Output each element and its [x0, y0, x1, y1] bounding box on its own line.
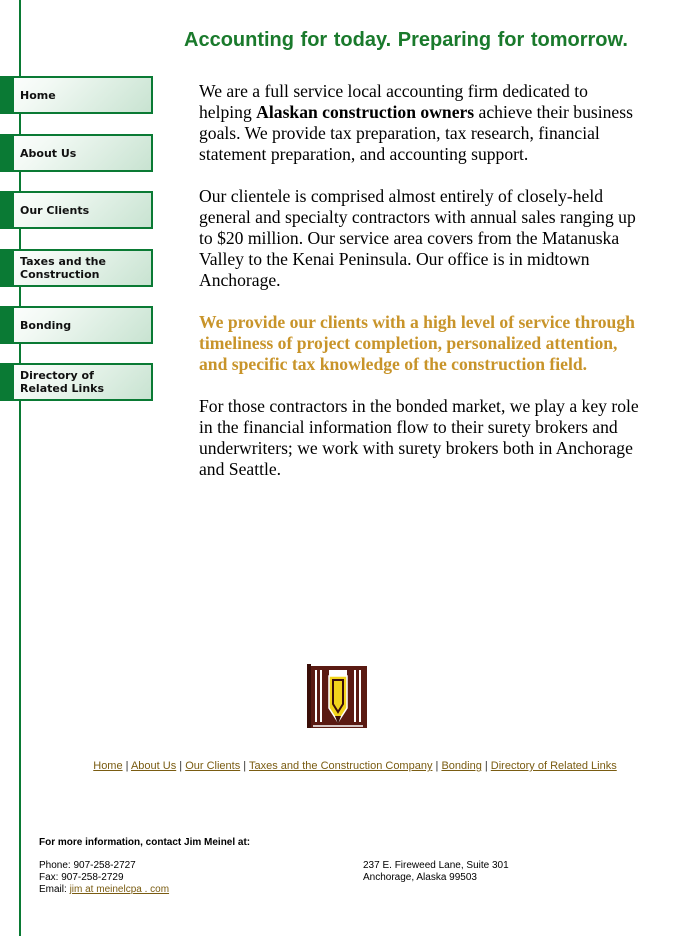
sidebar-item-about-us[interactable] [0, 134, 153, 172]
footer-link-our-clients[interactable]: Our Clients [185, 760, 241, 772]
footer-separator: | [432, 760, 442, 772]
sidebar-item-our-clients[interactable] [0, 191, 153, 229]
footer-link-related-links[interactable]: Directory of Related Links [490, 760, 617, 772]
footer-separator: | [481, 760, 491, 772]
contact-phone-block [39, 860, 169, 896]
contact-email-line [39, 884, 169, 896]
contact-email-label: Email: [39, 884, 70, 895]
footer-nav [0, 760, 673, 772]
contact-fax: Fax: 907-258-2729 [39, 872, 124, 883]
sidebar-item-taxes-construction[interactable] [0, 249, 153, 287]
sidebar-item-related-links[interactable] [0, 363, 153, 401]
sidebar-item-home[interactable] [0, 76, 153, 114]
contact-heading: For more information, contact Jim Meinel at: [39, 837, 251, 848]
footer-link-taxes[interactable]: Taxes and the Construction Company [249, 760, 433, 772]
footer-link-about-us[interactable]: About Us [130, 760, 177, 772]
nav-stub [0, 76, 14, 114]
jm-pencil-logo-icon [305, 664, 371, 732]
nav-stub [0, 306, 14, 344]
sidebar-item-label: About Us [20, 146, 77, 160]
bonded-market-paragraph: For those contractors in the bonded market, we play a key role in the financial information flow to their surety brokers and underwriters; we work with surety brokers both in Anchorage and Seattle. [199, 396, 639, 479]
sidebar-item-label: Our Clients [20, 203, 90, 217]
clientele-paragraph: Our clientele is comprised almost entirely of closely-held general and specialty contractors with annual sales ranging up to $20 million. Our service area covers from the Matanuska Valley to the Kenai Peninsula. Our office is in midtown Anchorage. [199, 186, 636, 290]
contact-address-block [363, 860, 509, 884]
footer-link-bonding[interactable]: Bonding [441, 760, 482, 772]
intro-paragraph [199, 81, 645, 165]
page-tagline: Accounting for today. Preparing for tomorrow. [184, 29, 628, 51]
contact-phone: Phone: 907-258-2727 [39, 860, 136, 871]
footer-separator: | [176, 760, 186, 772]
service-highlight-paragraph: We provide our clients with a high level of service through timeliness of project completion, personalized attention, and specific tax knowledge of the construction field. [199, 312, 635, 374]
nav-stub [0, 134, 14, 172]
sidebar-item-bonding[interactable] [0, 306, 153, 344]
nav-stub [0, 363, 14, 401]
contact-address-line2: Anchorage, Alaska 99503 [363, 872, 477, 883]
contact-address-line1: 237 E. Fireweed Lane, Suite 301 [363, 860, 509, 871]
footer-separator: | [240, 760, 250, 772]
contact-email-link[interactable]: jim at meinelcpa . com [69, 884, 170, 895]
sidebar-item-label: Directory of Related Links [20, 369, 105, 395]
footer-separator: | [122, 760, 131, 772]
footer-link-home[interactable]: Home [93, 760, 123, 772]
sidebar-item-label: Bonding [20, 318, 72, 332]
intro-text: We are a full service local accounting firm dedicated to helping [199, 81, 588, 122]
main-content [199, 81, 645, 501]
sidebar-item-label: Home [20, 88, 56, 102]
nav-stub [0, 191, 14, 229]
nav-stub [0, 249, 14, 287]
intro-text-end: achieve their business goals. We provide tax preparation, tax research, financial statement preparation, and accounting support. [199, 102, 633, 164]
intro-bold-text: Alaskan construction owners [256, 102, 475, 122]
sidebar-item-label: Taxes and the Construction [20, 255, 106, 281]
